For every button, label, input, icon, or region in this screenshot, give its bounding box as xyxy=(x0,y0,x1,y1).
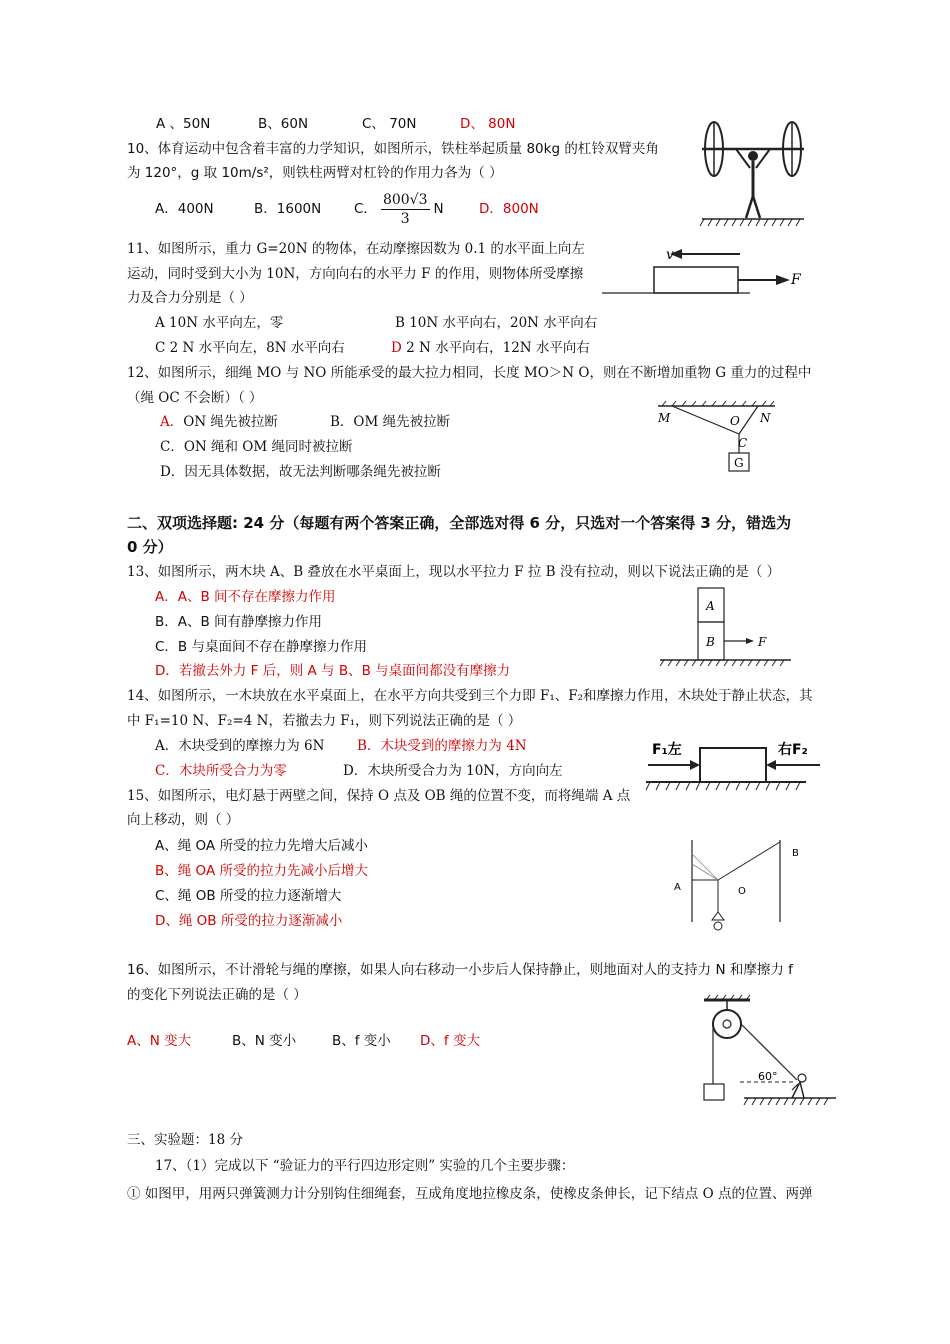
svg-text:右F₂: 右F₂ xyxy=(778,742,808,758)
q9-option-d: D、 80N xyxy=(460,116,516,132)
q11-option-a: A 10N 水平向左，零 xyxy=(155,315,284,331)
q15-stem-line1: 15、如图所示，电灯悬于两壁之间，保持 O 点及 OB 绳的位置不变，而将绳端 A 点 xyxy=(127,788,631,804)
q11-block-figure xyxy=(600,240,810,300)
q9-option-a: A 、50N xyxy=(156,116,211,132)
q16-option-a: A、N 变大 xyxy=(127,1033,192,1049)
q15-option-d: D、绳 OB 所受的拉力逐渐减小 xyxy=(155,913,343,929)
q13-blocks-figure xyxy=(656,585,796,670)
q17-stem-line2: ① 如图甲，用两只弹簧测力计分别钩住细绳套，互成角度地拉橡皮条，使橡皮条伸长，记下结点 O 点的位置、两弹 xyxy=(127,1186,813,1202)
q16-stem-line2: 的变化下列说法正确的是（ ） xyxy=(127,987,307,1003)
q17-stem-line1: 17、（1）完成以下 “验证力的平行四边形定则” 实验的几个主要步骤： xyxy=(155,1158,575,1174)
q11-stem-line1: 11、如图所示，重力 G=20N 的物体，在动摩擦因数为 0.1 的水平面上向左 xyxy=(127,241,585,257)
svg-text:A: A xyxy=(674,882,681,893)
q10-option-a: A．400N xyxy=(155,201,214,217)
q14-stem-line1: 14、如图所示，一木块放在水平桌面上，在水平方向共受到三个力即 F₁、F₂和摩擦力作用，木块处于静止状态，其 xyxy=(127,688,813,704)
q14-forces-figure xyxy=(646,732,826,798)
q12-stem-line2: （绳 OC 不会断）（ ） xyxy=(127,390,263,406)
q10-fraction: $\frac{800√3}{3}$ xyxy=(382,191,428,227)
q15-stem-line2: 向上移动，则（ ） xyxy=(127,812,240,828)
q12-option-b: B．OM 绳先被拉断 xyxy=(330,414,451,430)
q10-option-c: C． $\frac{800√3}{3}$ N xyxy=(354,191,444,227)
q12-option-a: A．ON 绳先被拉断 xyxy=(160,414,278,430)
q13-stem: 13、如图所示，两木块 A、B 叠放在水平桌面上，现以水平拉力 F 拉 B 没有拉动，则以下说法正确的是（ ） xyxy=(127,564,781,580)
q16-option-b: B、N 变小 xyxy=(232,1033,297,1049)
q14-stem-line2: 中 F₁=10 N、F₂=4 N，若撤去力 F₁，则下列说法正确的是（ ） xyxy=(127,713,522,729)
svg-text:B: B xyxy=(706,635,715,649)
q13-option-c: C．B 与桌面间不存在静摩擦力作用 xyxy=(155,639,367,655)
q10-stem-line2: 为 120°，g 取 10m/s²，则铁柱两臂对杠铃的作用力各为（ ） xyxy=(127,165,503,181)
q11-fig-v: v xyxy=(666,247,674,263)
q11-stem-line2: 运动，同时受到大小为 10N，方向向右的水平力 F 的作用，则物体所受摩擦 xyxy=(127,266,584,282)
q10-barbell-figure xyxy=(700,116,810,228)
svg-text:O: O xyxy=(738,886,746,897)
q11-stem-line3: 力及合力分别是（ ） xyxy=(127,290,253,306)
q12-option-c: C．ON 绳和 OM 绳同时被拉断 xyxy=(160,439,353,455)
q16-pulley-figure xyxy=(700,994,840,1129)
svg-text:60°: 60° xyxy=(758,1070,778,1083)
svg-text:F: F xyxy=(758,635,767,649)
svg-text:C: C xyxy=(738,436,748,450)
svg-text:B: B xyxy=(792,848,799,859)
q15-option-c: C、绳 OB 所受的拉力逐渐增大 xyxy=(155,888,342,904)
section2-title-line2: 0 分） xyxy=(127,538,173,556)
q10-stem-line1: 10、体育运动中包含着丰富的力学知识，如图所示，铁柱举起质量 80kg 的杠铃双臂夹角 xyxy=(127,141,659,157)
q12-option-d: D．因无具体数据，故无法判断哪条绳先被拉断 xyxy=(160,464,441,480)
svg-text:N: N xyxy=(760,411,771,425)
q15-lamp-figure xyxy=(668,834,813,936)
q11-option-d: D 2 N 水平向右，12N 水平向右 xyxy=(391,340,590,356)
q15-option-b: B、绳 OA 所受的拉力先减小后增大 xyxy=(155,863,368,879)
q16-option-c: B、f 变小 xyxy=(332,1033,391,1049)
q16-option-d: D、f 变大 xyxy=(420,1033,480,1049)
q14-option-a: A．木块受到的摩擦力为 6N xyxy=(155,738,325,754)
q13-option-d: D．若撤去外力 F 后，则 A 与 B、B 与桌面间都没有摩擦力 xyxy=(155,663,511,679)
q11-fig-F: F xyxy=(791,272,801,288)
svg-text:M: M xyxy=(658,411,671,425)
q11-option-c: C 2 N 水平向左，8N 水平向右 xyxy=(155,340,345,356)
q14-option-d: D．木块所受合力为 10N，方向向左 xyxy=(343,763,563,779)
q13-option-b: B．A、B 间有静摩擦力作用 xyxy=(155,614,323,630)
section2-title-line1: 二、双项选择题: 24 分（每题有两个答案正确，全部选对得 6 分，只选对一个答案得 3 分，错选为 xyxy=(127,514,792,532)
svg-text:G: G xyxy=(734,456,744,470)
svg-text:F₁左: F₁左 xyxy=(652,742,682,758)
q10-option-d: D．800N xyxy=(479,201,539,217)
q9-option-c: C、 70N xyxy=(362,116,417,132)
q14-option-c: C．木块所受合力为零 xyxy=(155,763,287,779)
q11-option-b: B 10N 水平向右，20N 水平向右 xyxy=(395,315,598,331)
q12-rope-figure xyxy=(650,398,790,478)
q13-option-a: A．A、B 间不存在摩擦力作用 xyxy=(155,589,336,605)
q10-option-b: B．1600N xyxy=(254,201,322,217)
svg-text:O: O xyxy=(730,414,740,428)
svg-text:A: A xyxy=(706,599,715,613)
section3-title: 三、实验题：18 分 xyxy=(127,1132,243,1148)
q9-option-b: B、60N xyxy=(258,116,309,132)
q14-option-b: B．木块受到的摩擦力为 4N xyxy=(357,738,527,754)
q16-stem-line1: 16、如图所示，不计滑轮与绳的摩擦，如果人向右移动一小步后人保持静止，则地面对人的支持力 N 和摩擦力 f xyxy=(127,962,793,978)
q12-stem-line1: 12、如图所示，细绳 MO 与 NO 所能承受的最大拉力相同，长度 MO＞N O，则在不断增加重物 G 重力的过程中 xyxy=(127,365,812,381)
q15-option-a: A、绳 OA 所受的拉力先增大后减小 xyxy=(155,838,368,854)
